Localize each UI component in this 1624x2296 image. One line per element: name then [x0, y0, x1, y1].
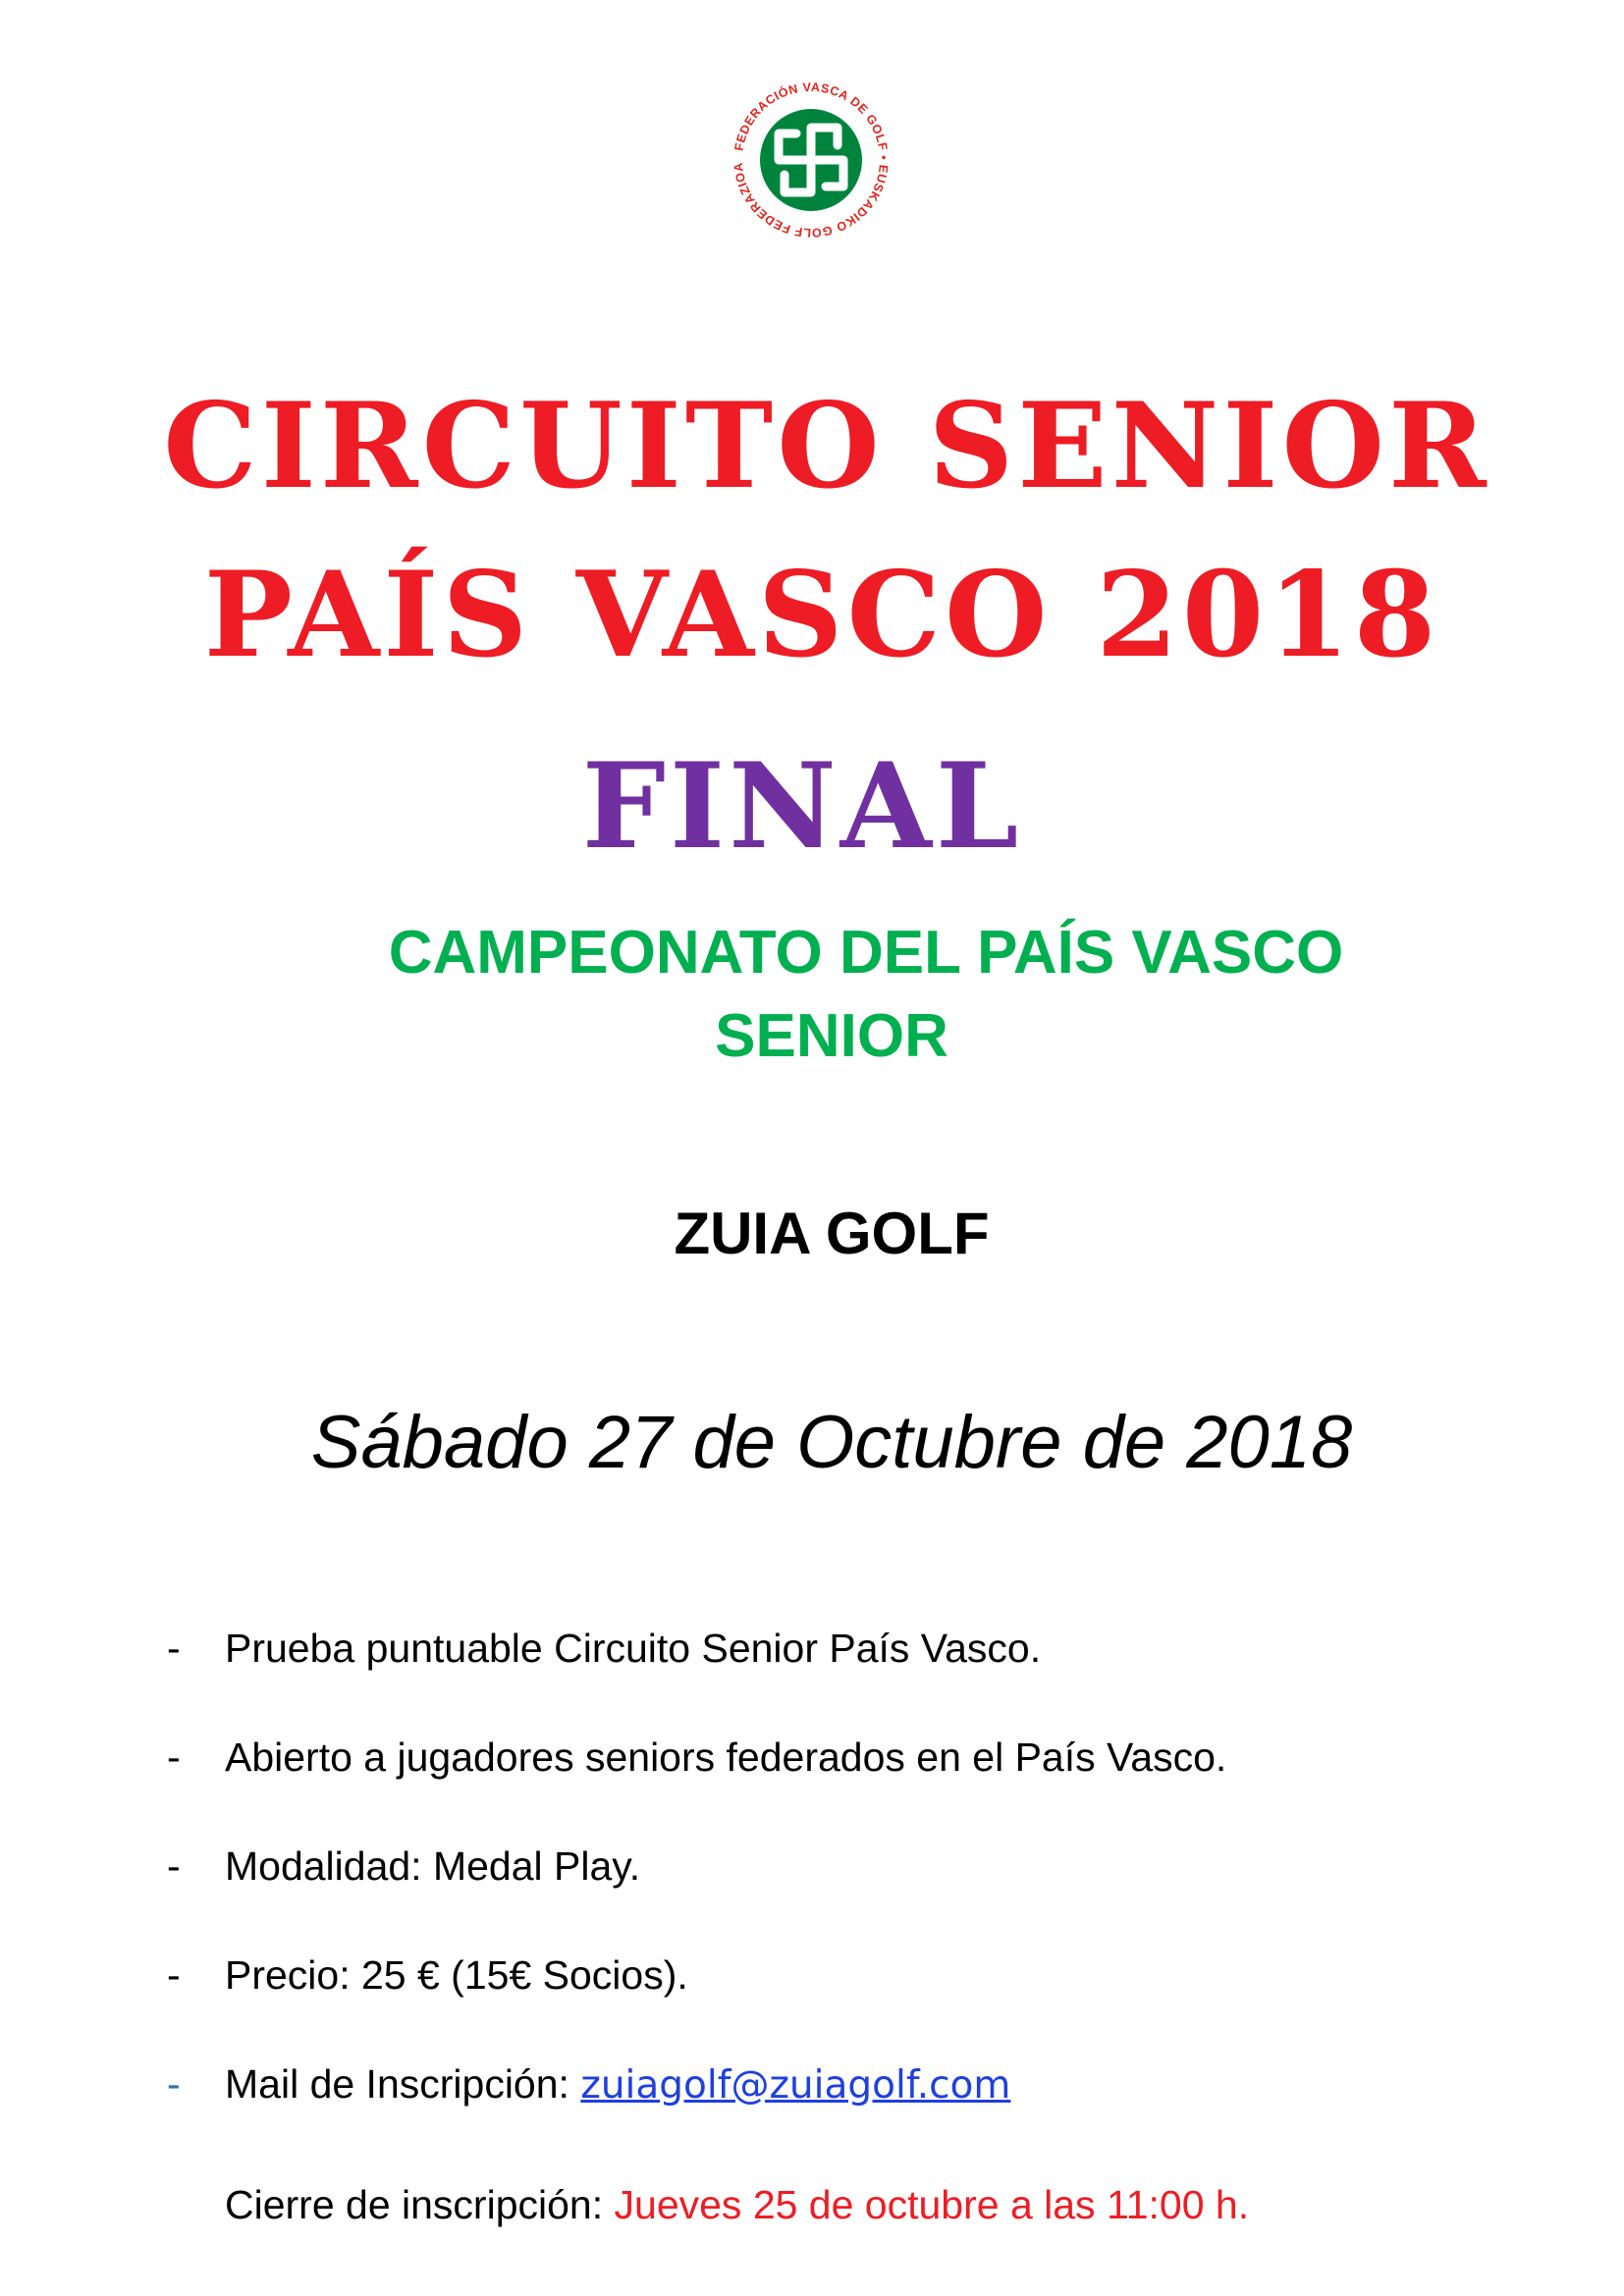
registration-deadline [225, 2181, 1249, 2228]
info-item [167, 1625, 1542, 1734]
venue-label: ZUIA GOLF [674, 1201, 990, 1266]
info-item-mail [167, 2060, 1542, 2169]
info-item-text: Modalidad: Medal Play. [225, 1843, 641, 1889]
championship-line-1: CAMPEONATO DEL PAÍS VASCO [388, 919, 1344, 987]
title-line-1: CIRCUITO SENIOR [163, 377, 1490, 515]
info-item-text: Abierto a jugadores seniors federados en el País Vasco. [225, 1735, 1227, 1780]
info-item [167, 1951, 1542, 2060]
list-dash: - [167, 1626, 181, 1671]
title-line-2: PAÍS VASCO 2018 [203, 546, 1440, 684]
federation-logo [728, 77, 894, 243]
mail-label: Mail de Inscripción: [225, 2061, 569, 2107]
list-dash: - [167, 1952, 181, 1998]
championship-line-2: SENIOR [715, 1002, 948, 1070]
logo-swirl [779, 128, 843, 192]
list-dash: - [167, 1843, 181, 1889]
deadline-label: Cierre de inscripción: [225, 2182, 604, 2227]
mail-row [225, 2060, 1010, 2109]
info-item [167, 1734, 1542, 1842]
final-label: FINAL [581, 737, 1023, 876]
list-dash: - [167, 1735, 181, 1780]
logo-ring-text: FEDERACIÓN VASCA DE GOLF • EUSKADIKO GOLF FEDERAZIOA [731, 80, 892, 240]
registration-email-link[interactable]: zuiagolf@zuiagolf.com [580, 2063, 1011, 2108]
info-item-text: Precio: 25 € (15€ Socios). [225, 1952, 688, 1998]
event-date: Sábado 27 de Octubre de 2018 [310, 1401, 1353, 1484]
list-dash: - [167, 2061, 181, 2107]
federation-logo-icon [728, 77, 894, 243]
deadline-value: Jueves 25 de octubre a las 11:00 h. [614, 2182, 1250, 2227]
info-item [167, 1842, 1542, 1951]
info-list [167, 1625, 1542, 2169]
info-item-text: Prueba puntuable Circuito Senior País Vasco. [225, 1626, 1042, 1671]
